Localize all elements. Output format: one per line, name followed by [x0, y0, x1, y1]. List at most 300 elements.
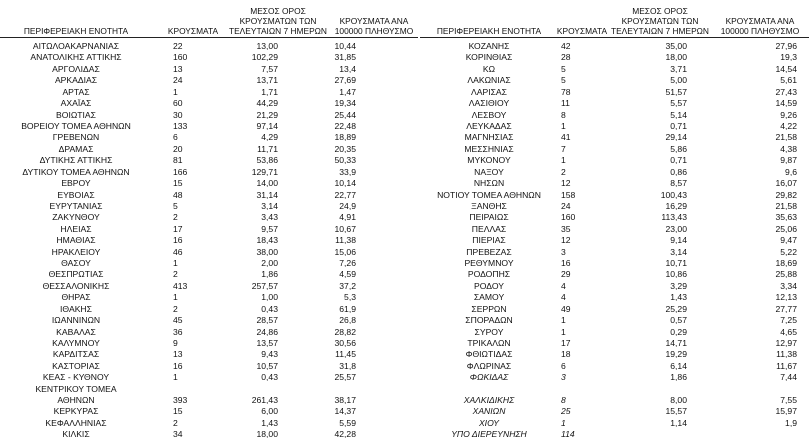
cell-name: ΛΕΥΚΑΔΑΣ: [466, 120, 512, 131]
table-row: [0, 417, 809, 429]
cell-avg: 102,29: [251, 52, 278, 63]
cell-name: ΠΙΕΡΙΑΣ: [472, 235, 506, 246]
cell-avg: 0,71: [670, 120, 687, 131]
cell-name: ΗΡΑΚΛΕΙΟΥ: [51, 246, 101, 257]
table-row: [0, 74, 809, 86]
cell-name: ΧΙΟΥ: [478, 417, 500, 428]
cell-cases: 3: [561, 246, 566, 257]
cell-avg: 13,57: [256, 337, 278, 348]
cell-avg: 9,14: [670, 235, 687, 246]
cell-name: ΠΕΙΡΑΙΩΣ: [469, 212, 509, 223]
cell-name: ΞΑΝΘΗΣ: [471, 200, 507, 211]
cell-avg: 15,57: [665, 406, 687, 417]
table-row: [0, 291, 809, 303]
table-row: [0, 280, 809, 292]
cell-avg: 3,43: [261, 212, 278, 223]
cell-name: ΥΠΟ ΔΙΕΡΕΥΝΗΣΗ: [451, 429, 527, 440]
cell-per: 20,35: [334, 143, 356, 154]
cell-avg: 18,00: [256, 429, 278, 440]
cell-avg: 16,29: [665, 200, 687, 211]
cell-avg: 51,57: [665, 86, 687, 97]
header-region-right-label: ΠΕΡΙΦΕΡΕΙΑΚΗ ΕΝΟΤΗΤΑ: [436, 26, 542, 36]
cell-per: 22,77: [334, 189, 356, 200]
cell-avg: 1,14: [670, 417, 687, 428]
cell-avg: 18,00: [665, 52, 687, 63]
cell-cases: 16: [173, 360, 183, 371]
cell-cases: 13: [173, 349, 183, 360]
cell-name: ΚΩ: [482, 63, 496, 74]
cell-cases: 3: [561, 372, 566, 383]
cell-per: 9,26: [780, 109, 797, 120]
cell-avg: 5,00: [670, 75, 687, 86]
cell-cases: 2: [173, 417, 178, 428]
cell-name: ΑΧΑΪΑΣ: [60, 98, 92, 109]
header-avg-left-line2: ΚΡΟΥΣΜΑΤΩΝ ΤΩΝ: [239, 16, 317, 27]
cell-cases: 1: [173, 258, 178, 268]
header-cases-left-label: ΚΡΟΥΣΜΑΤΑ: [167, 26, 219, 36]
cell-name: ΜΕΣΣΗΝΙΑΣ: [464, 143, 514, 154]
cell-per: 7,55: [780, 395, 797, 405]
cell-name: ΔΥΤΙΚΗΣ ΑΤΤΙΚΗΣ: [39, 155, 113, 166]
cell-per: 27,69: [334, 75, 356, 86]
cell-cases: 1: [561, 417, 566, 428]
cell-cases: 12: [561, 235, 571, 246]
cell-avg: 2,00: [261, 258, 278, 268]
cell-per: 29,82: [775, 189, 797, 200]
cell-per: 61,9: [339, 303, 356, 314]
cell-avg: 28,57: [256, 315, 278, 326]
cell-avg: 5,57: [670, 98, 687, 109]
cell-name: ΚΕΝΤΡΙΚΟΥ ΤΟΜΕΑ: [35, 383, 117, 394]
cell-avg: 1,43: [670, 292, 687, 303]
cell-per: 24,9: [339, 200, 356, 211]
cell-cases: 28: [561, 52, 571, 63]
cell-per: 27,77: [775, 303, 797, 314]
cell-avg: 21,29: [256, 109, 278, 120]
cell-per: 21,58: [775, 132, 797, 143]
cell-cases: 158: [561, 189, 576, 200]
cell-name: ΛΕΣΒΟΥ: [471, 109, 507, 120]
cell-avg: 1,86: [670, 372, 687, 383]
cell-avg: 24,86: [256, 326, 278, 337]
table-row: [0, 40, 809, 52]
cell-per: 4,38: [780, 143, 797, 154]
cell-avg: 19,29: [665, 349, 687, 360]
cell-avg: 9,57: [261, 223, 278, 234]
cell-avg: 6,14: [670, 360, 687, 371]
cell-name: ΒΟΙΩΤΙΑΣ: [56, 109, 96, 120]
cell-cases: 1: [561, 326, 566, 337]
cell-name: ΡΟΔΟΠΗΣ: [467, 269, 511, 280]
cell-per: 4,59: [339, 269, 356, 280]
cell-avg: 1,00: [261, 292, 278, 303]
cell-per: 30,56: [334, 337, 356, 348]
cell-name: ΔΥΤΙΚΟΥ ΤΟΜΕΑ ΑΘΗΝΩΝ: [22, 166, 130, 177]
cell-per: 5,22: [780, 246, 797, 257]
cell-name: ΕΒΡΟΥ: [61, 178, 91, 188]
cell-avg: 8,57: [670, 178, 687, 188]
cell-name: ΕΥΒΟΙΑΣ: [57, 189, 95, 200]
table-row: [0, 371, 809, 383]
cell-avg: 35,00: [665, 41, 687, 51]
header-per-right-line2: 100000 ΠΛΗΘΥΣΜΟ: [720, 26, 800, 37]
cell-name: ΘΗΡΑΣ: [61, 292, 91, 303]
cell-cases: 166: [173, 166, 188, 177]
cell-cases: 17: [173, 223, 183, 234]
header-per-right: [711, 16, 809, 36]
cell-per: 14,54: [775, 63, 797, 74]
cell-per: 14,37: [334, 406, 356, 417]
cell-per: 9,87: [780, 155, 797, 166]
table-row: [0, 97, 809, 109]
cell-avg: 23,00: [665, 223, 687, 234]
cell-per: 31,8: [339, 360, 356, 371]
cell-cases: 81: [173, 155, 183, 166]
cell-cases: 41: [561, 132, 571, 143]
cell-avg: 13,00: [256, 41, 278, 51]
cell-cases: 2: [561, 166, 566, 177]
cell-per: 9,47: [780, 235, 797, 246]
header-region-left: [0, 26, 152, 36]
table-row: [0, 166, 809, 178]
cell-per: 37,2: [339, 280, 356, 291]
cell-name: ΤΡΙΚΑΛΩΝ: [467, 337, 511, 348]
cell-name: ΒΟΡΕΙΟΥ ΤΟΜΕΑ ΑΘΗΝΩΝ: [21, 120, 131, 131]
cell-per: 5,59: [339, 417, 356, 428]
cell-name: ΛΑΣΙΘΙΟΥ: [468, 98, 510, 109]
cell-cases: 25: [561, 406, 571, 417]
cell-per: 25,88: [775, 269, 797, 280]
header-per-left: [326, 16, 422, 36]
cell-per: 18,89: [334, 132, 356, 143]
cell-per: 9,6: [785, 166, 797, 177]
header-rule-right: [420, 37, 809, 38]
table-row: [0, 234, 809, 246]
cell-name: ΛΑΚΩΝΙΑΣ: [467, 75, 511, 86]
table-row: [0, 63, 809, 75]
cell-cases: 393: [173, 395, 188, 405]
cell-cases: 16: [561, 258, 571, 268]
cell-name: ΛΑΡΙΣΑΣ: [471, 86, 507, 97]
cell-name: ΜΑΓΝΗΣΙΑΣ: [464, 132, 514, 143]
table-row: [0, 257, 809, 269]
cell-per: 10,44: [334, 41, 356, 51]
cell-per: 7,26: [339, 258, 356, 268]
cell-name: ΚΕΑΣ - ΚΥΘΝΟΥ: [42, 372, 110, 383]
cell-name: ΧΑΝΙΩΝ: [472, 406, 506, 417]
cell-cases: 8: [561, 109, 566, 120]
cell-avg: 0,86: [670, 166, 687, 177]
cell-cases: 24: [561, 200, 571, 211]
cell-cases: 11: [561, 98, 570, 109]
cell-per: 35,63: [775, 212, 797, 223]
cell-cases: 1: [561, 120, 566, 131]
cell-cases: 12: [561, 178, 571, 188]
cell-avg: 10,57: [256, 360, 278, 371]
header-avg-left-line3: ΤΕΛΕΥΤΑΙΩΝ 7 ΗΜΕΡΩΝ: [228, 26, 327, 37]
table-row: [0, 200, 809, 212]
cell-name: ΑΡΓΟΛΙΔΑΣ: [52, 63, 100, 74]
table-row: [0, 348, 809, 360]
cell-name: ΣΑΜΟΥ: [473, 292, 505, 303]
header-avg-right: [608, 6, 712, 37]
cell-per: 1,47: [339, 86, 356, 97]
cell-name: ΚΟΡΙΝΘΙΑΣ: [465, 52, 513, 63]
cell-cases: 15: [173, 406, 183, 417]
cell-per: 42,28: [334, 429, 356, 440]
header-cases-right-label: ΚΡΟΥΣΜΑΤΑ: [556, 26, 608, 36]
cell-avg: 100,43: [660, 189, 687, 200]
cell-per: 14,59: [775, 98, 797, 109]
cell-avg: 38,00: [256, 246, 278, 257]
table-row: [0, 109, 809, 121]
cell-avg: 53,86: [256, 155, 278, 166]
cell-avg: 1,86: [261, 269, 278, 280]
cell-name: ΖΑΚΥΝΘΟΥ: [52, 212, 100, 223]
cell-cases: 6: [173, 132, 178, 143]
cell-per: 3,34: [780, 280, 797, 291]
cell-name: ΘΕΣΠΡΩΤΙΑΣ: [48, 269, 104, 280]
cell-avg: 97,14: [256, 120, 278, 131]
cell-avg: 13,71: [256, 75, 278, 86]
cell-name: ΚΑΒΑΛΑΣ: [56, 326, 96, 337]
header-cases-left: [158, 26, 228, 36]
cell-per: 18,69: [775, 258, 797, 268]
cell-name: ΘΕΣΣΑΛΟΝΙΚΗΣ: [42, 280, 110, 291]
cell-avg: 10,86: [665, 269, 687, 280]
cell-per: 25,44: [334, 109, 356, 120]
cell-name: ΝΟΤΙΟΥ ΤΟΜΕΑ ΑΘΗΝΩΝ: [437, 189, 541, 200]
cell-cases: 2: [173, 212, 178, 223]
cell-per: 50,33: [334, 155, 356, 166]
cell-per: 25,06: [775, 223, 797, 234]
cell-name: ΑΝΑΤΟΛΙΚΗΣ ΑΤΤΙΚΗΣ: [30, 52, 122, 63]
cell-name: ΚΙΛΚΙΣ: [62, 429, 90, 440]
cell-cases: 160: [561, 212, 576, 223]
cell-per: 25,57: [334, 372, 356, 383]
cell-avg: 8,00: [670, 395, 687, 405]
cell-cases: 16: [173, 235, 183, 246]
cell-name: ΝΑΞΟΥ: [474, 166, 504, 177]
cell-cases: 1: [561, 315, 566, 326]
cell-name: ΕΥΡΥΤΑΝΙΑΣ: [49, 200, 103, 211]
cell-avg: 5,86: [670, 143, 687, 154]
cell-name: ΦΛΩΡΙΝΑΣ: [466, 360, 512, 371]
cell-name: ΑΡΤΑΣ: [62, 86, 90, 97]
cell-avg: 3,14: [261, 200, 278, 211]
cell-cases: 5: [561, 75, 566, 86]
cell-name: ΡΕΘΥΜΝΟΥ: [464, 258, 514, 268]
cell-name: ΡΟΔΟΥ: [474, 280, 504, 291]
cell-name: ΣΕΡΡΩΝ: [471, 303, 507, 314]
header-avg-right-line3: ΤΕΛΕΥΤΑΙΩΝ 7 ΗΜΕΡΩΝ: [610, 26, 709, 37]
header-avg-left: [226, 6, 330, 37]
cell-name: ΚΕΦΑΛΛΗΝΙΑΣ: [45, 417, 107, 428]
cell-avg: 14,71: [665, 337, 687, 348]
cell-cases: 24: [173, 75, 183, 86]
cell-cases: 15: [173, 178, 183, 188]
header-per-left-line1: ΚΡΟΥΣΜΑΤΑ ΑΝΑ: [339, 16, 409, 26]
cell-avg: 14,00: [256, 178, 278, 188]
cell-cases: 1: [561, 155, 566, 166]
cell-name: ΦΘΙΩΤΙΔΑΣ: [465, 349, 513, 360]
table-row: [0, 383, 809, 395]
cell-name: ΠΕΛΛΑΣ: [471, 223, 507, 234]
table-row: [0, 131, 809, 143]
cell-avg: 3,29: [670, 280, 687, 291]
cell-avg: 1,71: [261, 86, 278, 97]
cell-cases: 413: [173, 280, 188, 291]
cell-name: ΣΥΡΟΥ: [474, 326, 504, 337]
cell-cases: 1: [173, 86, 178, 97]
cell-per: 28,82: [334, 326, 356, 337]
cell-cases: 78: [561, 86, 571, 97]
table-row: [0, 154, 809, 166]
header-region-left-label: ΠΕΡΙΦΕΡΕΙΑΚΗ ΕΝΟΤΗΤΑ: [23, 26, 129, 36]
table-row: [0, 246, 809, 258]
table-row: [0, 360, 809, 372]
cell-name: ΚΕΡΚΥΡΑΣ: [53, 406, 99, 417]
cell-avg: 31,14: [256, 189, 278, 200]
cell-name: ΑΡΚΑΔΙΑΣ: [54, 75, 98, 86]
header-per-right-line1: ΚΡΟΥΣΜΑΤΑ ΑΝΑ: [725, 16, 795, 26]
cell-per: 19,3: [780, 52, 797, 63]
cell-per: 11,67: [776, 360, 797, 371]
cell-cases: 9: [173, 337, 178, 348]
cell-per: 1,9: [785, 417, 797, 428]
cell-name: ΧΑΛΚΙΔΙΚΗΣ: [463, 395, 515, 405]
table-row: [0, 303, 809, 315]
table-row: [0, 143, 809, 155]
cell-per: 16,07: [775, 178, 797, 188]
cell-name: ΦΩΚΙΔΑΣ: [469, 372, 509, 383]
cell-cases: 17: [561, 337, 571, 348]
cell-avg: 0,43: [261, 372, 278, 383]
cell-cases: 30: [173, 109, 183, 120]
cell-cases: 4: [561, 280, 566, 291]
cell-avg: 257,57: [251, 280, 278, 291]
cell-per: 7,25: [780, 315, 797, 326]
cell-per: 5,61: [780, 75, 797, 86]
cell-cases: 4: [561, 292, 566, 303]
cell-cases: 45: [173, 315, 183, 326]
cell-per: 4,65: [780, 326, 797, 337]
cell-avg: 0,29: [670, 326, 687, 337]
cell-cases: 20: [173, 143, 183, 154]
cell-cases: 35: [561, 223, 571, 234]
cell-name: ΓΡΕΒΕΝΩΝ: [52, 132, 100, 143]
cell-cases: 160: [173, 52, 188, 63]
cell-per: 12,97: [775, 337, 797, 348]
cell-cases: 6: [561, 360, 566, 371]
cell-avg: 44,29: [256, 98, 278, 109]
cell-per: 38,17: [334, 395, 356, 405]
cell-avg: 7,57: [261, 63, 278, 74]
cell-per: 33,9: [339, 166, 356, 177]
cell-cases: 2: [173, 303, 178, 314]
cell-per: 10,67: [334, 223, 356, 234]
header-region-right: [420, 26, 558, 36]
table-row: [0, 337, 809, 349]
cell-per: 11,45: [335, 349, 356, 360]
cell-per: 22,48: [334, 120, 356, 131]
table-row: [0, 51, 809, 63]
cell-per: 4,91: [339, 212, 356, 223]
cell-cases: 48: [173, 189, 183, 200]
table-row: [0, 223, 809, 235]
cell-cases: 2: [173, 269, 178, 280]
cell-name: ΣΠΟΡΑΔΩΝ: [465, 315, 513, 326]
cell-name: ΔΡΑΜΑΣ: [58, 143, 94, 154]
table-row: [0, 120, 809, 132]
cell-avg: 0,57: [670, 315, 687, 326]
cell-cases: 29: [561, 269, 571, 280]
cell-per: 19,34: [334, 98, 356, 109]
table-row: [0, 268, 809, 280]
cell-name: ΝΗΣΩΝ: [473, 178, 505, 188]
cell-cases: 42: [561, 41, 571, 51]
table-row: [0, 177, 809, 189]
table-row: [0, 405, 809, 417]
cell-per: 15,97: [775, 406, 797, 417]
cell-per: 12,13: [775, 292, 797, 303]
cell-per: 11,38: [335, 235, 356, 246]
cell-name: ΑΘΗΝΩΝ: [57, 395, 95, 405]
cell-name: ΚΑΛΥΜΝΟΥ: [52, 337, 100, 348]
cell-cases: 13: [173, 63, 183, 74]
cell-cases: 22: [173, 41, 183, 51]
cell-name: ΘΑΣΟΥ: [61, 258, 91, 268]
cell-per: 26,8: [339, 315, 356, 326]
cell-avg: 3,71: [670, 63, 687, 74]
table-row: [0, 86, 809, 98]
cell-name: ΚΟΖΑΝΗΣ: [468, 41, 510, 51]
cell-per: 10,14: [334, 178, 356, 188]
cell-cases: 34: [173, 429, 183, 440]
cell-cases: 49: [561, 303, 571, 314]
table-row: [0, 211, 809, 223]
header-avg-right-line2: ΚΡΟΥΣΜΑΤΩΝ ΤΩΝ: [621, 16, 699, 27]
cell-avg: 0,71: [670, 155, 687, 166]
cell-cases: 8: [561, 395, 566, 405]
cell-name: ΜΥΚΟΝΟΥ: [467, 155, 511, 166]
cell-name: ΙΘΑΚΗΣ: [60, 303, 92, 314]
cell-per: 27,96: [775, 41, 797, 51]
cell-per: 27,43: [775, 86, 797, 97]
cell-name: ΙΩΑΝΝΙΝΩΝ: [51, 315, 101, 326]
header-per-left-line2: 100000 ΠΛΗΘΥΣΜΟ: [334, 26, 414, 37]
cell-avg: 4,29: [261, 132, 278, 143]
cell-avg: 29,14: [665, 132, 687, 143]
cell-cases: 18: [561, 349, 571, 360]
cell-per: 15,06: [334, 246, 356, 257]
cell-avg: 18,43: [256, 235, 278, 246]
cell-cases: 114: [561, 429, 575, 440]
cell-cases: 36: [173, 326, 183, 337]
header-cases-right: [548, 26, 616, 36]
cell-name: ΑΙΤΩΛΟΑΚΑΡΝΑΝΙΑΣ: [32, 41, 120, 51]
cell-avg: 3,14: [670, 246, 687, 257]
cell-per: 11,38: [776, 349, 797, 360]
cell-cases: 46: [173, 246, 183, 257]
table-row: [0, 326, 809, 338]
cell-avg: 6,00: [261, 406, 278, 417]
cell-avg: 9,43: [261, 349, 278, 360]
cell-cases: 5: [173, 200, 178, 211]
cell-avg: 1,43: [261, 417, 278, 428]
cell-per: 4,22: [780, 120, 797, 131]
table-row: [0, 428, 809, 440]
